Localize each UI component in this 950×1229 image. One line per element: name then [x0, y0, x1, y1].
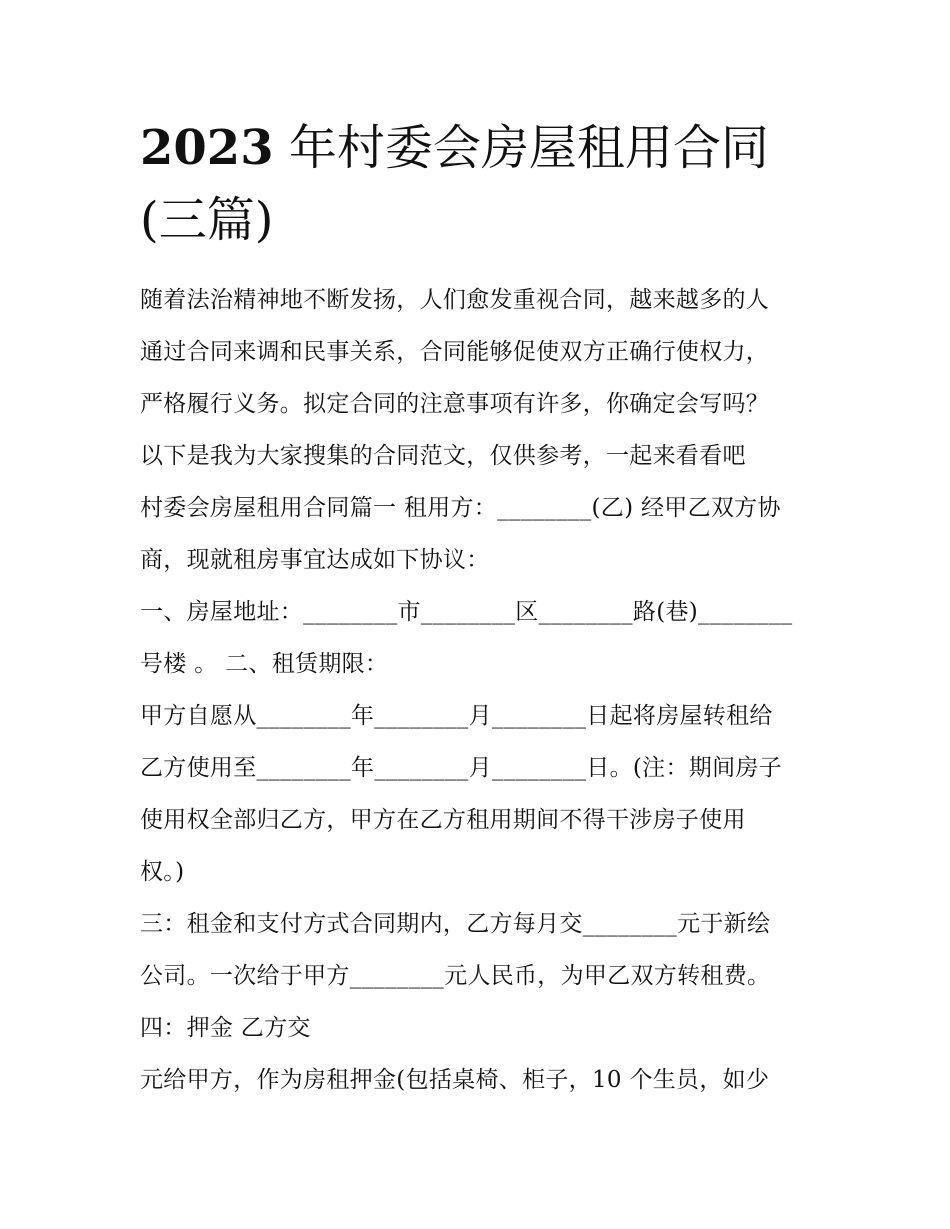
title-line-1: [140, 112, 840, 184]
body-line: 随着法治精神地不断发扬，人们愈发重视合同，越来越多的人: [140, 287, 770, 313]
body-line: 一、房屋地址：________市________区________路(巷)________: [140, 599, 793, 625]
body-line: 以下是我为大家搜集的合同范文，仅供参考，一起来看看吧: [140, 443, 746, 469]
body-line: 权。): [140, 859, 185, 885]
title-text: 年村委会房屋租用合同: [273, 120, 769, 176]
body-line: 三：租金和支付方式合同期内，乙方每月交________元于新绘: [140, 911, 771, 937]
body-line: 乙方使用至________年________月________日。(注：期间房子: [140, 755, 782, 781]
body-line: 严格履行义务。拟定合同的注意事项有许多，你确定会写吗？: [140, 391, 770, 417]
body-line: 公司。一次给于甲方________元人民币，为甲乙双方转租费。: [140, 963, 771, 989]
body-line: 通过合同来调和民事关系，合同能够促使双方正确行使权力，: [140, 339, 770, 365]
body-line: 甲方自愿从________年________月________日起将房屋转租给: [140, 703, 773, 729]
title-year: 2023: [140, 120, 274, 176]
body-line: 商，现就租房事宜达成如下协议：: [140, 547, 490, 573]
body-line: 号楼 。 二、租赁期限：: [140, 651, 389, 677]
body-line: 元给甲方，作为房租押金(包括桌椅、柜子，10 个生员，如少: [140, 1067, 770, 1093]
body-line: 四：押金 乙方交: [140, 1015, 311, 1041]
document-body: [140, 274, 820, 1106]
body-line: 村委会房屋租用合同篇一 租用方：________(乙) 经甲乙双方协: [140, 495, 781, 521]
title-line-2: (三篇): [140, 192, 274, 248]
document-title: [140, 112, 840, 256]
body-line: 使用权全部归乙方，甲方在乙方租用期间不得干涉房子使用: [140, 807, 746, 833]
